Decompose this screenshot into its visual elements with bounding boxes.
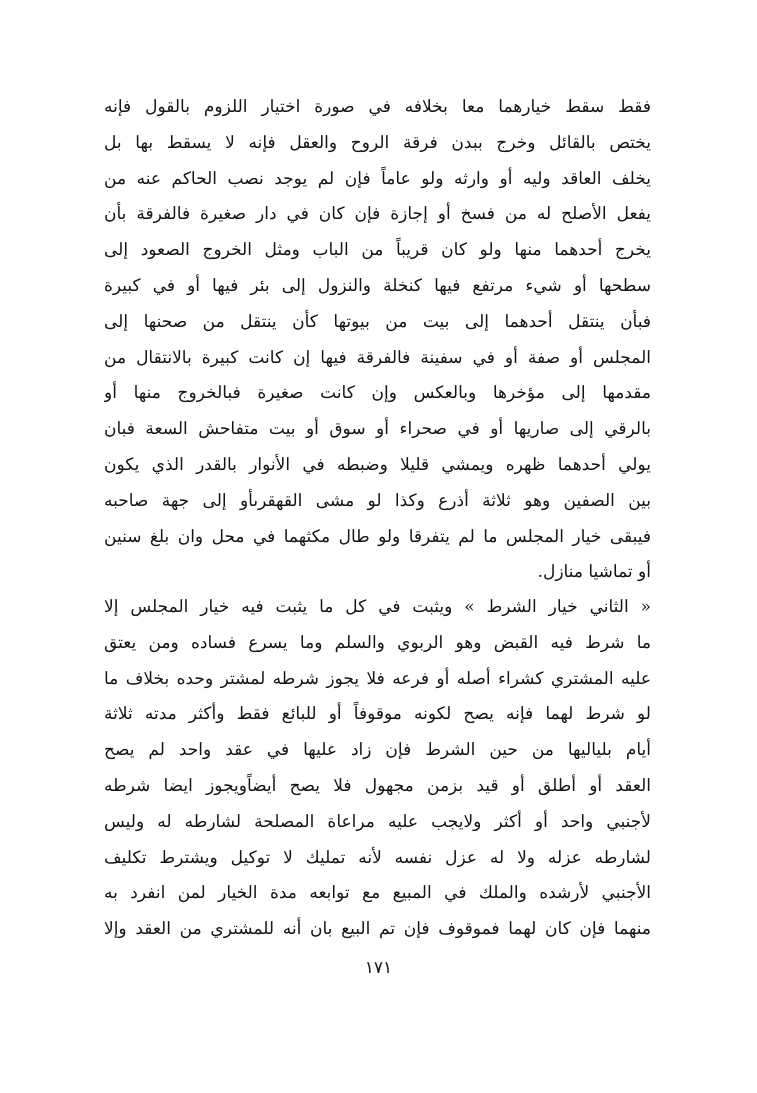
text-line: لأجنبي واحد أو أكثر ولايجب عليه مراعاة المصلحة لشارطه له وليس [104, 811, 651, 832]
text-line: بالرقي إلى صاريها أو في صحراء أو سوق أو بيت متفاحش السعة فبان [104, 419, 651, 440]
text-line: يولي أحدهما ظهره ويمشي قليلا وضبطه في الأنوار بالقدر الذي يكون [104, 454, 651, 475]
text-line: يخرج أحدهما منها ولو كان قريباً من الباب ومثل الخروج الصعود إلى [104, 240, 651, 261]
text-line: فيبقى خيار المجلس ما لم يتفرقا ولو طال مكثهما في محل وان بلغ سنين [104, 526, 651, 547]
text-line: بين الصفين وهو ثلاثة أذرع وكذا لو مشى القهقرىأو إلى جهة صاحبه [104, 490, 651, 511]
text-line: المجلس أو صفة أو في سفينة فالفرقة فيها إن كانت كبيرة بالانتقال من [104, 347, 651, 368]
text-line: الأجنبي لأرشده والملك في المبيع مع توابعه مدة الخيار لمن انفرد به [104, 883, 651, 904]
text-line: ما شرط فيه القبض وهو الربوي والسلم وما يسرع فساده ومن يعتق [104, 632, 651, 653]
text-line: فقط سقط خيارهما معا بخلافه في صورة اختيار اللزوم بالقول فإنه [104, 97, 651, 117]
paragraph-2 [104, 590, 651, 948]
text-line: لشارطه عزله ولا له عزل نفسه لأنه تمليك لا توكيل ويشترط تكليف [104, 847, 651, 868]
text-line: عليه المشتري كشراء أصله أو فرعه فلا يجوز شرطه لمشتر وحده بخلاف ما [104, 668, 651, 689]
text-line: يختص بالقائل وخرج ببدن فرقة الروح والعقل فإنه لا يسقط بها بل [104, 132, 651, 153]
text-line: منهما فإن كان لهما فموقوف فإن تم البيع بان أنه للمشتري من العقد وإلا [104, 919, 651, 940]
text-line: « الثاني خيار الشرط » ويثبت في كل ما يثبت فيه خيار المجلس إلا [104, 597, 651, 617]
text-line: لو شرط لهما فإنه يصح لكونه موقوفاً أو للبائع فقط وأكثر مدته ثلاثة [104, 704, 651, 725]
paragraph-1 [104, 90, 651, 591]
text-line: العقد أو أطلق أو قيد بزمن مجهول فلا يصح أيضاًويجوز ايضا شرطه [104, 775, 651, 796]
text-line: سطحها أو شيء مرتفع فيها كنخلة والنزول إلى بئر فيها أو في كبيرة [104, 275, 651, 296]
text-line: أيام بلياليها من حين الشرط فإن زاد عليها في عقد واحد لم يصح [104, 740, 651, 761]
text-line: يخلف العاقد وليه أو وارثه ولو عاماً فإن لم يوجد نصب الحاكم عنه من [104, 168, 651, 189]
page-number: ١٧١ [364, 958, 393, 978]
text-line: فبأن ينتقل أحدهما إلى بيت من بيوتها كأن ينتقل من صحنها إلى [104, 311, 651, 332]
text-line: أو تماشيا منازل. [537, 562, 651, 583]
text-line: مقدمها إلى مؤخرها وبالعكس وإن كانت صغيرة فبالخروج منها أو [104, 383, 651, 404]
text-line: يفعل الأصلح له من فسخ أو إجازة فإن كان في دار صغيرة فالفرقة بأن [104, 204, 651, 225]
